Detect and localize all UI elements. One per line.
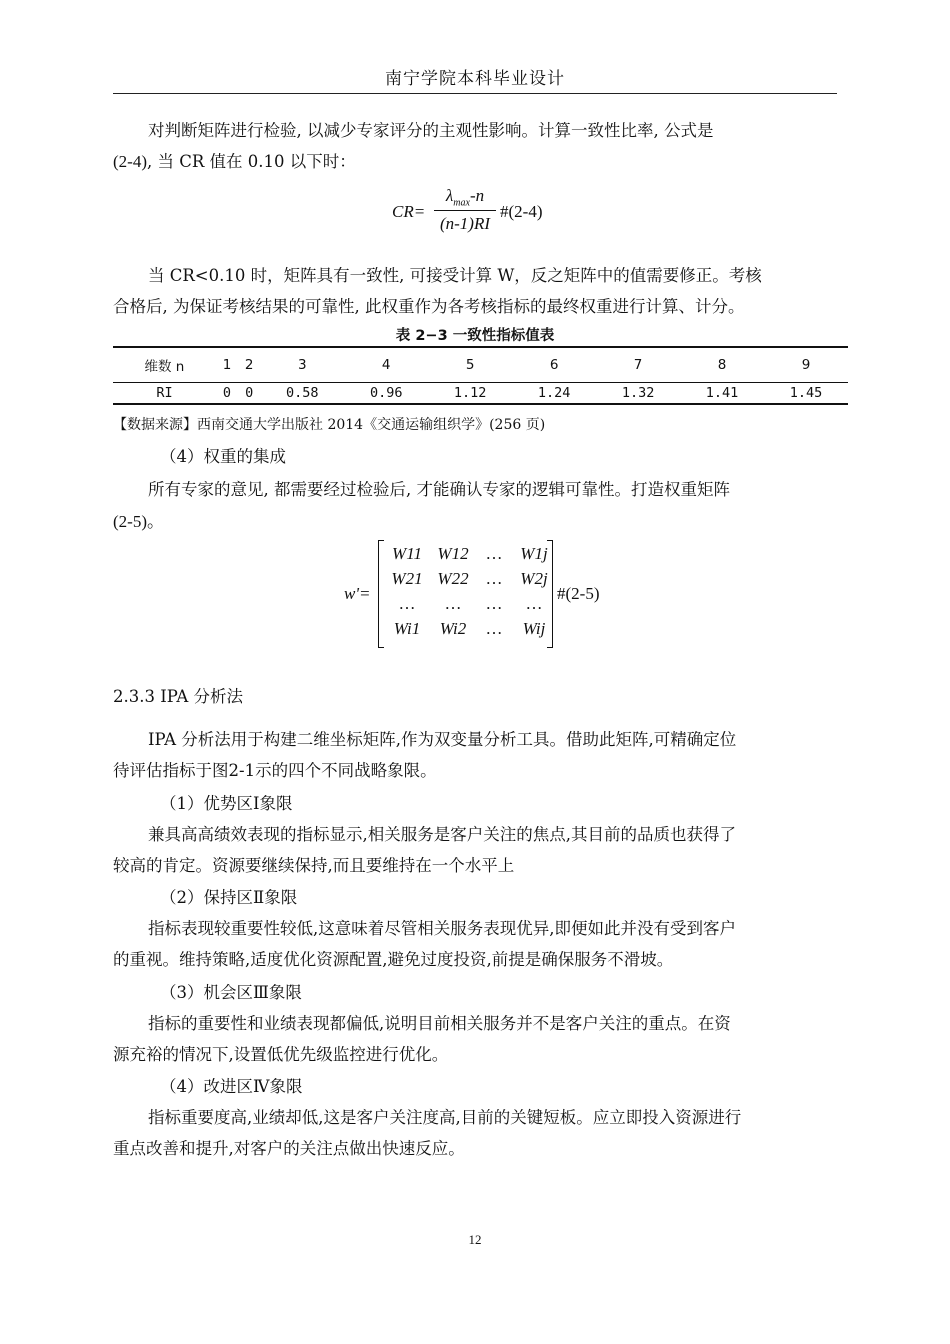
heading-weight-integration: （4）权重的集成 — [160, 447, 286, 466]
header-rule — [113, 93, 837, 94]
table-row — [113, 383, 848, 405]
table-cell: 1.45 — [764, 383, 848, 405]
eq-2-4-denominator — [434, 214, 496, 234]
eq-2-4-lhs: CR= — [392, 202, 426, 221]
matrix-cell: … — [485, 619, 503, 638]
table-cell: 0.96 — [344, 383, 428, 405]
table-cell: 1.24 — [512, 383, 596, 405]
table-header-cell: 6 — [512, 347, 596, 383]
matrix-row — [384, 594, 556, 619]
matrix-cell: … — [485, 544, 503, 563]
consistency-index-table — [113, 346, 848, 405]
matrix-cell: W2j — [520, 569, 548, 588]
matrix-cell: … — [444, 594, 462, 613]
paragraph-2-line-1: 当 CR<0.10 时，矩阵具有一致性, 可接受计算 W，反之矩阵中的值需要修正。考核 — [148, 266, 762, 285]
matrix-cell: Wi2 — [439, 619, 467, 638]
paragraph-4-line-1: IPA 分析法用于构建二维坐标矩阵,作为双变量分析工具。借助此矩阵,可精确定位 — [148, 730, 737, 749]
matrix-cell: … — [485, 569, 503, 588]
table-header-cell: 5 — [428, 347, 512, 383]
matrix-cell: W21 — [391, 569, 423, 588]
table-header-cell: 4 — [344, 347, 428, 383]
table-header-cell: 2 — [238, 347, 260, 383]
matrix-cell: W11 — [392, 544, 422, 563]
heading-quadrant-3: （3）机会区Ⅲ象限 — [160, 983, 302, 1002]
paragraph-3-line-1: 所有专家的意见, 都需要经过检验后, 才能确认专家的逻辑可靠性。打造权重矩阵 — [148, 480, 730, 499]
table-cell: 0 — [238, 383, 260, 405]
quadrant-1-line-2: 较高的肯定。资源要继续保持,而且要维持在一个水平上 — [113, 856, 515, 875]
matrix-row — [384, 619, 556, 644]
matrix-row — [384, 569, 556, 594]
table-cell: 0 — [216, 383, 238, 405]
table-header-cell: 1 — [216, 347, 238, 383]
matrix-cell: Wij — [522, 619, 546, 638]
table-header-cell: 8 — [680, 347, 764, 383]
table-cell: 1.12 — [428, 383, 512, 405]
eq-2-5-lhs: w'= — [344, 584, 371, 603]
matrix-body — [384, 544, 556, 644]
table-cell: 1.41 — [680, 383, 764, 405]
section-heading-2-3-3: 2.3.3 IPA 分析法 — [113, 687, 243, 706]
eq-denominator-left: (n-1) — [439, 214, 474, 233]
equation-ref-2-4: (2-4) — [113, 152, 147, 171]
eq-denominator-right: RI — [473, 214, 491, 233]
matrix-cell: … — [485, 594, 503, 613]
paragraph-1-line-2 — [113, 148, 356, 172]
paragraph-3-line-2: (2-5)。 — [113, 512, 164, 531]
matrix-cell: W22 — [437, 569, 469, 588]
eq-2-4-fraction-bar — [434, 210, 496, 211]
table-header-cell: 7 — [596, 347, 680, 383]
matrix-right-bracket — [547, 540, 553, 648]
table-title: 表 2−3 一致性指标值表 — [395, 328, 555, 344]
quadrant-1-line-1: 兼具高高绩效表现的指标显示,相关服务是客户关注的焦点,其目前的品质也获得了 — [148, 825, 736, 844]
quadrant-2-line-2: 的重视。维持策略,适度优化资源配置,避免过度投资,前提是确保服务不滑坡。 — [113, 950, 674, 969]
eq-numerator-rest: -n — [469, 186, 485, 205]
matrix-cell: … — [398, 594, 416, 613]
eq-2-4-numerator — [434, 186, 496, 208]
matrix-row — [384, 544, 556, 569]
eq-lambda: λ — [445, 186, 454, 205]
page-number: 12 — [468, 1232, 482, 1247]
matrix-cell: Wi1 — [393, 619, 421, 638]
table-cell: RI — [113, 383, 216, 405]
quadrant-4-line-2: 重点改善和提升,对客户的关注点做出快速反应。 — [113, 1139, 465, 1158]
table-cell: 0.58 — [260, 383, 344, 405]
equation-2-5-matrix — [344, 538, 624, 650]
paragraph-1-line-2-text: , 当 CR 值在 0.10 以下时： — [146, 152, 356, 171]
matrix-cell: … — [525, 594, 543, 613]
matrix-cell: W1j — [520, 544, 548, 563]
quadrant-2-line-1: 指标表现较重要性较低,这意味着尽管相关服务表现优异,即便如此并没有受到客户 — [148, 919, 736, 938]
table-header-cell: 3 — [260, 347, 344, 383]
table-header-cell: 9 — [764, 347, 848, 383]
eq-2-5-tag: #(2-5) — [557, 584, 600, 603]
page-header-title: 南宁学院本科毕业设计 — [385, 69, 565, 89]
heading-quadrant-2: （2）保持区Ⅱ象限 — [160, 888, 298, 907]
table-header-cell: 维数 n — [113, 347, 216, 383]
table-cell: 1.32 — [596, 383, 680, 405]
paragraph-2-line-2: 合格后, 为保证考核结果的可靠性, 此权重作为各考核指标的最终权重进行计算、计分。 — [113, 297, 745, 316]
table-header-row — [113, 347, 848, 383]
matrix-cell: W12 — [437, 544, 469, 563]
equation-2-4 — [392, 186, 582, 242]
quadrant-3-line-1: 指标的重要性和业绩表现都偏低,说明目前相关服务并不是客户关注的重点。在资 — [148, 1014, 731, 1033]
quadrant-4-line-1: 指标重要度高,业绩却低,这是客户关注度高,目前的关键短板。应立即投入资源进行 — [148, 1108, 742, 1127]
paragraph-1-line-1: 对判断矩阵进行检验, 以减少专家评分的主观性影响。计算一致性比率, 公式是 — [148, 121, 714, 140]
eq-2-4-tag: #(2-4) — [500, 202, 543, 221]
table-source-note: 【数据来源】西南交通大学出版社 2014《交通运输组织学》(256 页) — [113, 417, 546, 433]
heading-quadrant-4: （4）改进区Ⅳ象限 — [160, 1077, 303, 1096]
heading-quadrant-1: （1）优势区Ⅰ象限 — [160, 794, 293, 813]
eq-lambda-subscript: max — [453, 197, 470, 209]
quadrant-3-line-2: 源充裕的情况下,设置低优先级监控进行优化。 — [113, 1045, 449, 1064]
paragraph-4-line-2: 待评估指标于图2-1示的四个不同战略象限。 — [113, 761, 437, 780]
